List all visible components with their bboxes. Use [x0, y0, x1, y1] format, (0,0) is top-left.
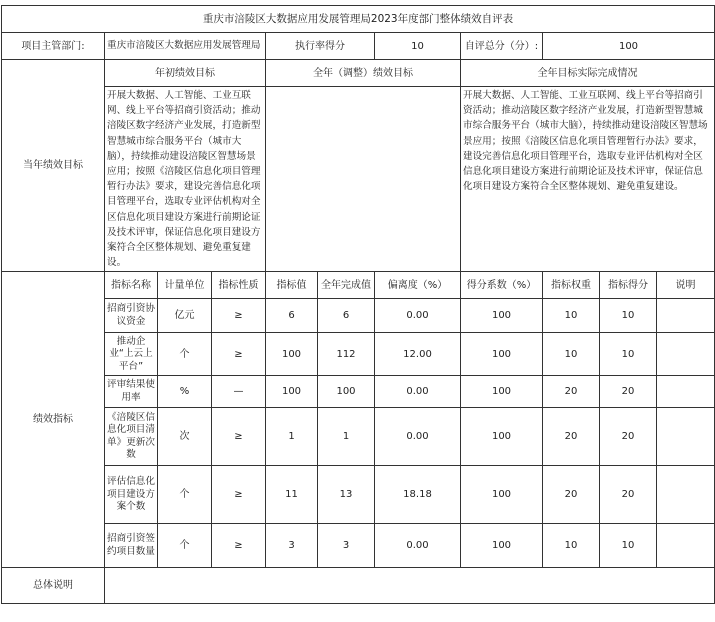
header-cell: 说明 [657, 272, 715, 299]
unit-cell: 次 [158, 408, 212, 466]
note-cell [657, 376, 715, 408]
table-row [2, 333, 715, 376]
header-cell: 指标权重 [543, 272, 600, 299]
weight-cell: 20 [543, 466, 600, 524]
table-row [2, 524, 715, 568]
score-cell: 10 [600, 333, 657, 376]
self-evaluation-table [1, 5, 715, 604]
target-cell: 100 [266, 376, 318, 408]
indicator-name: 《涪陵区信息化项目清单》更新次数 [105, 408, 158, 466]
actual-cell: 100 [318, 376, 375, 408]
unit-cell: 个 [158, 466, 212, 524]
note-cell [657, 524, 715, 568]
indicator-name: 招商引资协议资金 [105, 299, 158, 333]
actual-completion-text: 开展大数据、人工智能、工业互联网、线上平台等招商引资活动；推动涪陵区数字经济产业发展，打造新型智慧城市综合服务平台（城市大脑），持续推动建设涪陵区智慧场景应用；按照《涪陵区信息化项目管理暂行办法》要求，建设完善信息化项目管理平台，选取专业评估机构对全区信息化项目建设方案进行前期论证及技术评审，保证信息化项目建设方案符合全区整体规划、避免重复建设。 [461, 87, 715, 272]
coefficient-cell: 100 [461, 299, 543, 333]
deviation-cell: 12.00 [375, 333, 461, 376]
summary-value [105, 568, 715, 604]
summary-label: 总体说明 [2, 568, 105, 604]
coefficient-cell: 100 [461, 333, 543, 376]
score-cell: 20 [600, 466, 657, 524]
coefficient-cell: 100 [461, 524, 543, 568]
unit-cell: 亿元 [158, 299, 212, 333]
nature-cell: ≥ [212, 299, 266, 333]
target-cell: 100 [266, 333, 318, 376]
header-cell: 偏离度（%） [375, 272, 461, 299]
exec-score-label: 执行率得分 [266, 33, 375, 60]
weight-cell: 20 [543, 408, 600, 466]
deviation-cell: 0.00 [375, 376, 461, 408]
unit-cell: 个 [158, 333, 212, 376]
score-cell: 10 [600, 299, 657, 333]
indicator-name: 招商引资签约项目数量 [105, 524, 158, 568]
dept-label: 项目主管部门: [2, 33, 105, 60]
target-cell: 6 [266, 299, 318, 333]
weight-cell: 10 [543, 333, 600, 376]
score-cell: 20 [600, 376, 657, 408]
header-cell: 指标性质 [212, 272, 266, 299]
actual-cell: 6 [318, 299, 375, 333]
unit-cell: % [158, 376, 212, 408]
header-cell: 指标名称 [105, 272, 158, 299]
col-actual-completion: 全年目标实际完成情况 [461, 60, 715, 87]
initial-goal-text: 开展大数据、人工智能、工业互联网、线上平台等招商引资活动；推动涪陵区数字经济产业发展，打造新型智慧城市综合服务平台（城市大脑），持续推动建设涪陵区智慧场景应用；按照《涪陵区信息化项目管理暂行办法》要求，建设完善信息化项目管理平台，选取专业评估机构对全区信息化项目建设方案进行前期论证及技术评审，保证信息化项目建设方案符合全区整体规划、避免重复建设。 [105, 87, 266, 272]
nature-cell: ≥ [212, 524, 266, 568]
deviation-cell: 0.00 [375, 299, 461, 333]
unit-cell: 个 [158, 524, 212, 568]
deviation-cell: 0.00 [375, 524, 461, 568]
table-title: 重庆市涪陵区大数据应用发展管理局2023年度部门整体绩效自评表 [2, 6, 715, 33]
note-cell [657, 299, 715, 333]
weight-cell: 10 [543, 524, 600, 568]
target-cell: 11 [266, 466, 318, 524]
nature-cell: ≥ [212, 408, 266, 466]
indicators-label-text: 绩效指标 [33, 414, 73, 426]
note-cell [657, 333, 715, 376]
nature-cell: — [212, 376, 266, 408]
dept-value: 重庆市涪陵区大数据应用发展管理局 [105, 33, 266, 60]
weight-cell: 10 [543, 299, 600, 333]
table-row [2, 299, 715, 333]
coefficient-cell: 100 [461, 376, 543, 408]
col-adjusted-goal: 全年（调整）绩效目标 [266, 60, 461, 87]
goals-row-label: 当年绩效目标 [2, 60, 105, 272]
actual-cell: 3 [318, 524, 375, 568]
weight-cell: 20 [543, 376, 600, 408]
table-row [2, 376, 715, 408]
table-row [2, 408, 715, 466]
coefficient-cell: 100 [461, 466, 543, 524]
nature-cell: ≥ [212, 333, 266, 376]
adjusted-goal-text [266, 87, 461, 272]
header-cell: 指标值 [266, 272, 318, 299]
score-cell: 20 [600, 408, 657, 466]
indicator-name: 推动企业“上云上平台” [105, 333, 158, 376]
col-initial-goal: 年初绩效目标 [105, 60, 266, 87]
header-cell: 得分系数（%） [461, 272, 543, 299]
indicator-name: 评审结果使用率 [105, 376, 158, 408]
header-cell: 全年完成值 [318, 272, 375, 299]
score-cell: 10 [600, 524, 657, 568]
deviation-cell: 0.00 [375, 408, 461, 466]
target-cell: 3 [266, 524, 318, 568]
self-score-value: 100 [543, 33, 715, 60]
indicator-name: 评估信息化项目建设方案个数 [105, 466, 158, 524]
note-cell [657, 466, 715, 524]
target-cell: 1 [266, 408, 318, 466]
coefficient-cell: 100 [461, 408, 543, 466]
note-cell [657, 408, 715, 466]
actual-cell: 13 [318, 466, 375, 524]
table-row [2, 466, 715, 524]
deviation-cell: 18.18 [375, 466, 461, 524]
indicators-row-label [2, 272, 105, 568]
actual-cell: 1 [318, 408, 375, 466]
header-cell: 指标得分 [600, 272, 657, 299]
actual-cell: 112 [318, 333, 375, 376]
exec-score-value: 10 [375, 33, 461, 60]
nature-cell: ≥ [212, 466, 266, 524]
header-cell: 计量单位 [158, 272, 212, 299]
self-score-label: 自评总分（分）: [461, 33, 543, 60]
